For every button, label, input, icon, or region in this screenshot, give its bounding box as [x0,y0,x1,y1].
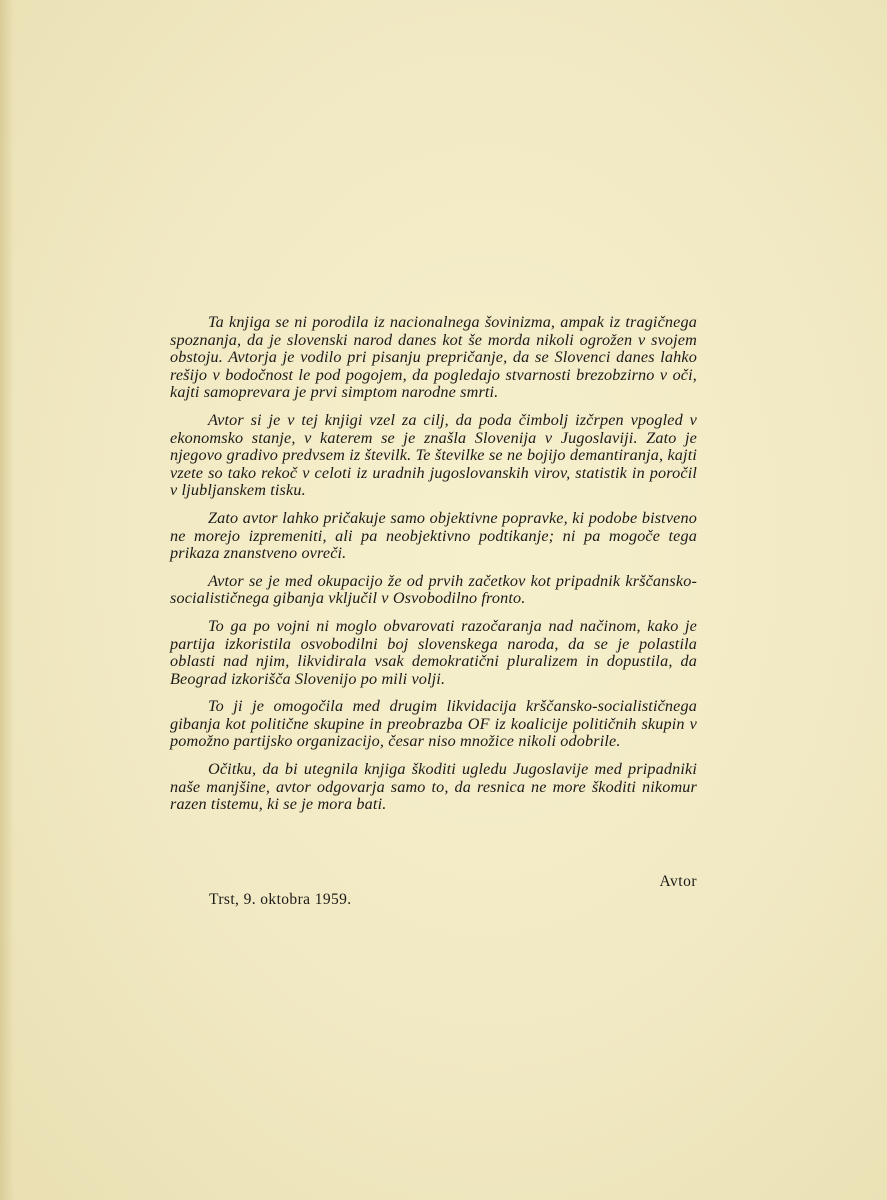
paragraph-2: Avtor si je v tej knjigi vzel za cilj, da poda čimbolj izčrpen vpogled v ekonomsko stanje, v katerem se je znašla Slovenija v Jugoslaviji. Zato je njegovo gradivo predvsem iz številk. Te številke se ne bojijo demantiranja, kajti vzete so tako rekoč v celoti iz uradnih jugoslovanskih virov, statistik in poročil v ljubljanskem tisku. [170,410,697,500]
paragraph-1: Ta knjiga se ni porodila iz nacionalnega šovinizma, ampak iz tragičnega spoznanja, da je slovenski narod danes kot še morda nikoli ogrožen v svojem obstoju. Avtorja je vodilo pri pisanju prepričanje, da se Slovenci danes lahko rešijo v bodočnost le pod pogojem, da pogledajo stvarnosti brezobzirno v oči, kajti samoprevara je prvi simptom narodne smrti. [170,313,697,402]
paragraph-4: Avtor se je med okupacijo že od prvih začetkov kot pripadnik krščansko-socialističnega gibanja vključil v Osvobodilno fronto. [170,571,697,608]
author-signature: Avtor [659,873,697,890]
paragraph-3: Zato avtor lahko pričakuje samo objektivne popravke, ki podobe bistveno ne morejo izpremeniti, ali pa neobjektivno podtikanje; ni pa mogoče tega prikaza znanstveno ovreči. [170,508,697,563]
foreword-text [170,314,697,824]
paragraph-5: To ga po vojni ni moglo obvarovati razočaranja nad načinom, kako je partija izkoristila osvobodilni boj slovenskega naroda, da se je polastila oblasti nad njim, likvidirala vsak demokratični pluralizem in dopustila, da Beograd izkorišča Slovenijo po mili volji. [170,616,697,688]
paragraph-7: Očitku, da bi utegnila knjiga škoditi ugledu Jugoslavije med pripadniki naše manjšine, avtor odgovarja samo to, da resnica ne more škoditi nikomur razen tistemu, ki se je mora bati. [170,760,697,814]
page-left-edge [0,0,14,1200]
place-and-date: Trst, 9. oktobra 1959. [209,891,352,908]
paragraph-6: To ji je omogočila med drugim likvidacija krščansko-socialističnega gibanja kot politične skupine in preobrazba OF iz koalicije političnih skupin v pomožno partijsko organizacijo, česar niso množice nikoli odobrile. [170,697,697,751]
